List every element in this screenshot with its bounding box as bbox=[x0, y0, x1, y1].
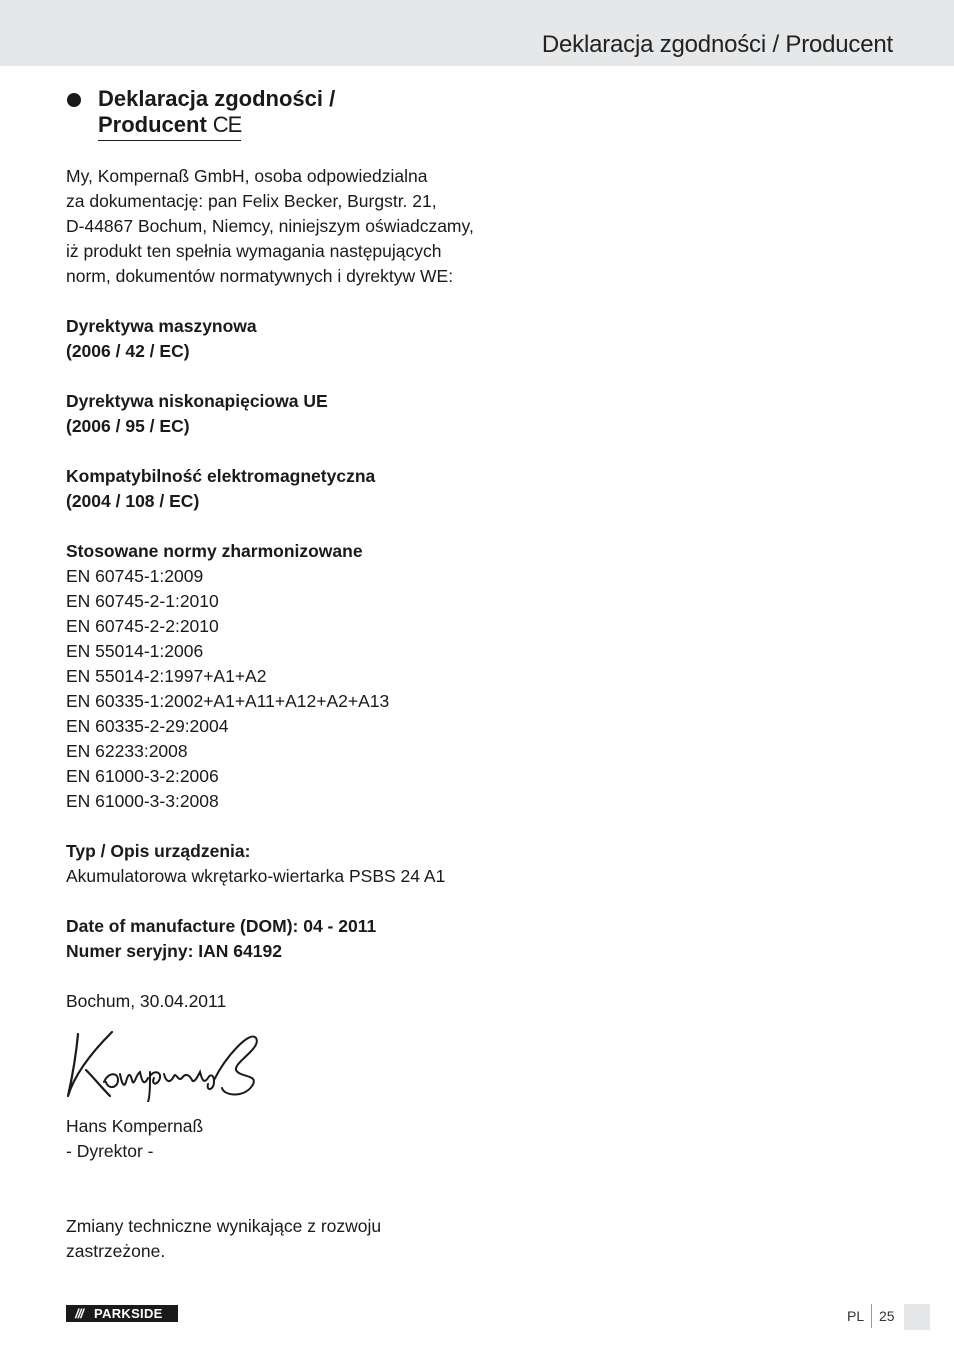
standard-item: EN 60745-2-2:2010 bbox=[66, 616, 219, 636]
directive-name: Dyrektywa niskonapięciowa UE bbox=[66, 391, 328, 411]
disclaimer-line: Zmiany techniczne wynikające z rozwoju bbox=[66, 1216, 382, 1236]
directive-code: (2004 / 108 / EC) bbox=[66, 491, 200, 511]
standard-item: EN 55014-1:2006 bbox=[66, 641, 204, 661]
standard-item: EN 55014-2:1997+A1+A2 bbox=[66, 666, 267, 686]
standard-item: EN 61000-3-2:2006 bbox=[66, 766, 219, 786]
intro-line: iż produkt ten spełnia wymagania następujących bbox=[66, 241, 442, 261]
serial-number: Numer seryjny: IAN 64192 bbox=[66, 941, 282, 961]
directive-name: Kompatybilność elektromagnetyczna bbox=[66, 466, 376, 486]
standard-item: EN 60335-1:2002+A1+A11+A12+A2+A13 bbox=[66, 691, 390, 711]
footer-divider bbox=[871, 1304, 872, 1328]
logo-brand: PARKSIDE bbox=[94, 1306, 163, 1321]
page-header bbox=[0, 0, 954, 66]
intro-line: za dokumentację: pan Felix Becker, Burgstr. 21, bbox=[66, 191, 437, 211]
manufacture-date: Date of manufacture (DOM): 04 - 2011 bbox=[66, 916, 377, 936]
signatory-role: - Dyrektor - bbox=[66, 1141, 154, 1161]
logo-slashes: /// bbox=[75, 1306, 83, 1321]
page-number: 25 bbox=[879, 1308, 895, 1324]
intro-line: norm, dokumentów normatywnych i dyrektyw WE: bbox=[66, 266, 454, 286]
footer-tab-marker bbox=[904, 1304, 930, 1330]
directive-code: (2006 / 42 / EC) bbox=[66, 341, 190, 361]
section-heading bbox=[98, 86, 398, 141]
intro-line: My, Kompernaß GmbH, osoba odpowiedzialna bbox=[66, 166, 428, 186]
standard-item: EN 60335-2-29:2004 bbox=[66, 716, 229, 736]
standard-item: EN 60745-2-1:2010 bbox=[66, 591, 219, 611]
directive-code: (2006 / 95 / EC) bbox=[66, 416, 190, 436]
device-description: Akumulatorowa wkrętarko-wiertarka PSBS 24 A1 bbox=[66, 866, 446, 886]
section-heading-line2: Producent bbox=[98, 112, 207, 137]
signatory-name: Hans Kompernaß bbox=[66, 1116, 204, 1136]
section-heading-line1: Deklaracja zgodności / bbox=[98, 86, 336, 111]
standards-heading: Stosowane normy zharmonizowane bbox=[66, 541, 363, 561]
device-label: Typ / Opis urządzenia: bbox=[66, 841, 251, 861]
disclaimer-line: zastrzeżone. bbox=[66, 1241, 166, 1261]
place-date: Bochum, 30.04.2011 bbox=[66, 991, 227, 1011]
parkside-logo bbox=[66, 1305, 178, 1322]
ce-mark-icon: CE bbox=[212, 112, 242, 137]
intro-line: D-44867 Bochum, Niemcy, niniejszym oświadczamy, bbox=[66, 216, 474, 236]
standard-item: EN 61000-3-3:2008 bbox=[66, 791, 219, 811]
standard-item: EN 62233:2008 bbox=[66, 741, 188, 761]
handwritten-signature bbox=[64, 1026, 264, 1102]
standard-item: EN 60745-1:2009 bbox=[66, 566, 204, 586]
directive-name: Dyrektywa maszynowa bbox=[66, 316, 257, 336]
section-heading-line2-wrap bbox=[98, 112, 241, 141]
section-bullet-icon bbox=[67, 93, 81, 107]
footer-language: PL bbox=[847, 1308, 865, 1324]
header-title: Deklaracja zgodności / Producent bbox=[541, 31, 893, 58]
